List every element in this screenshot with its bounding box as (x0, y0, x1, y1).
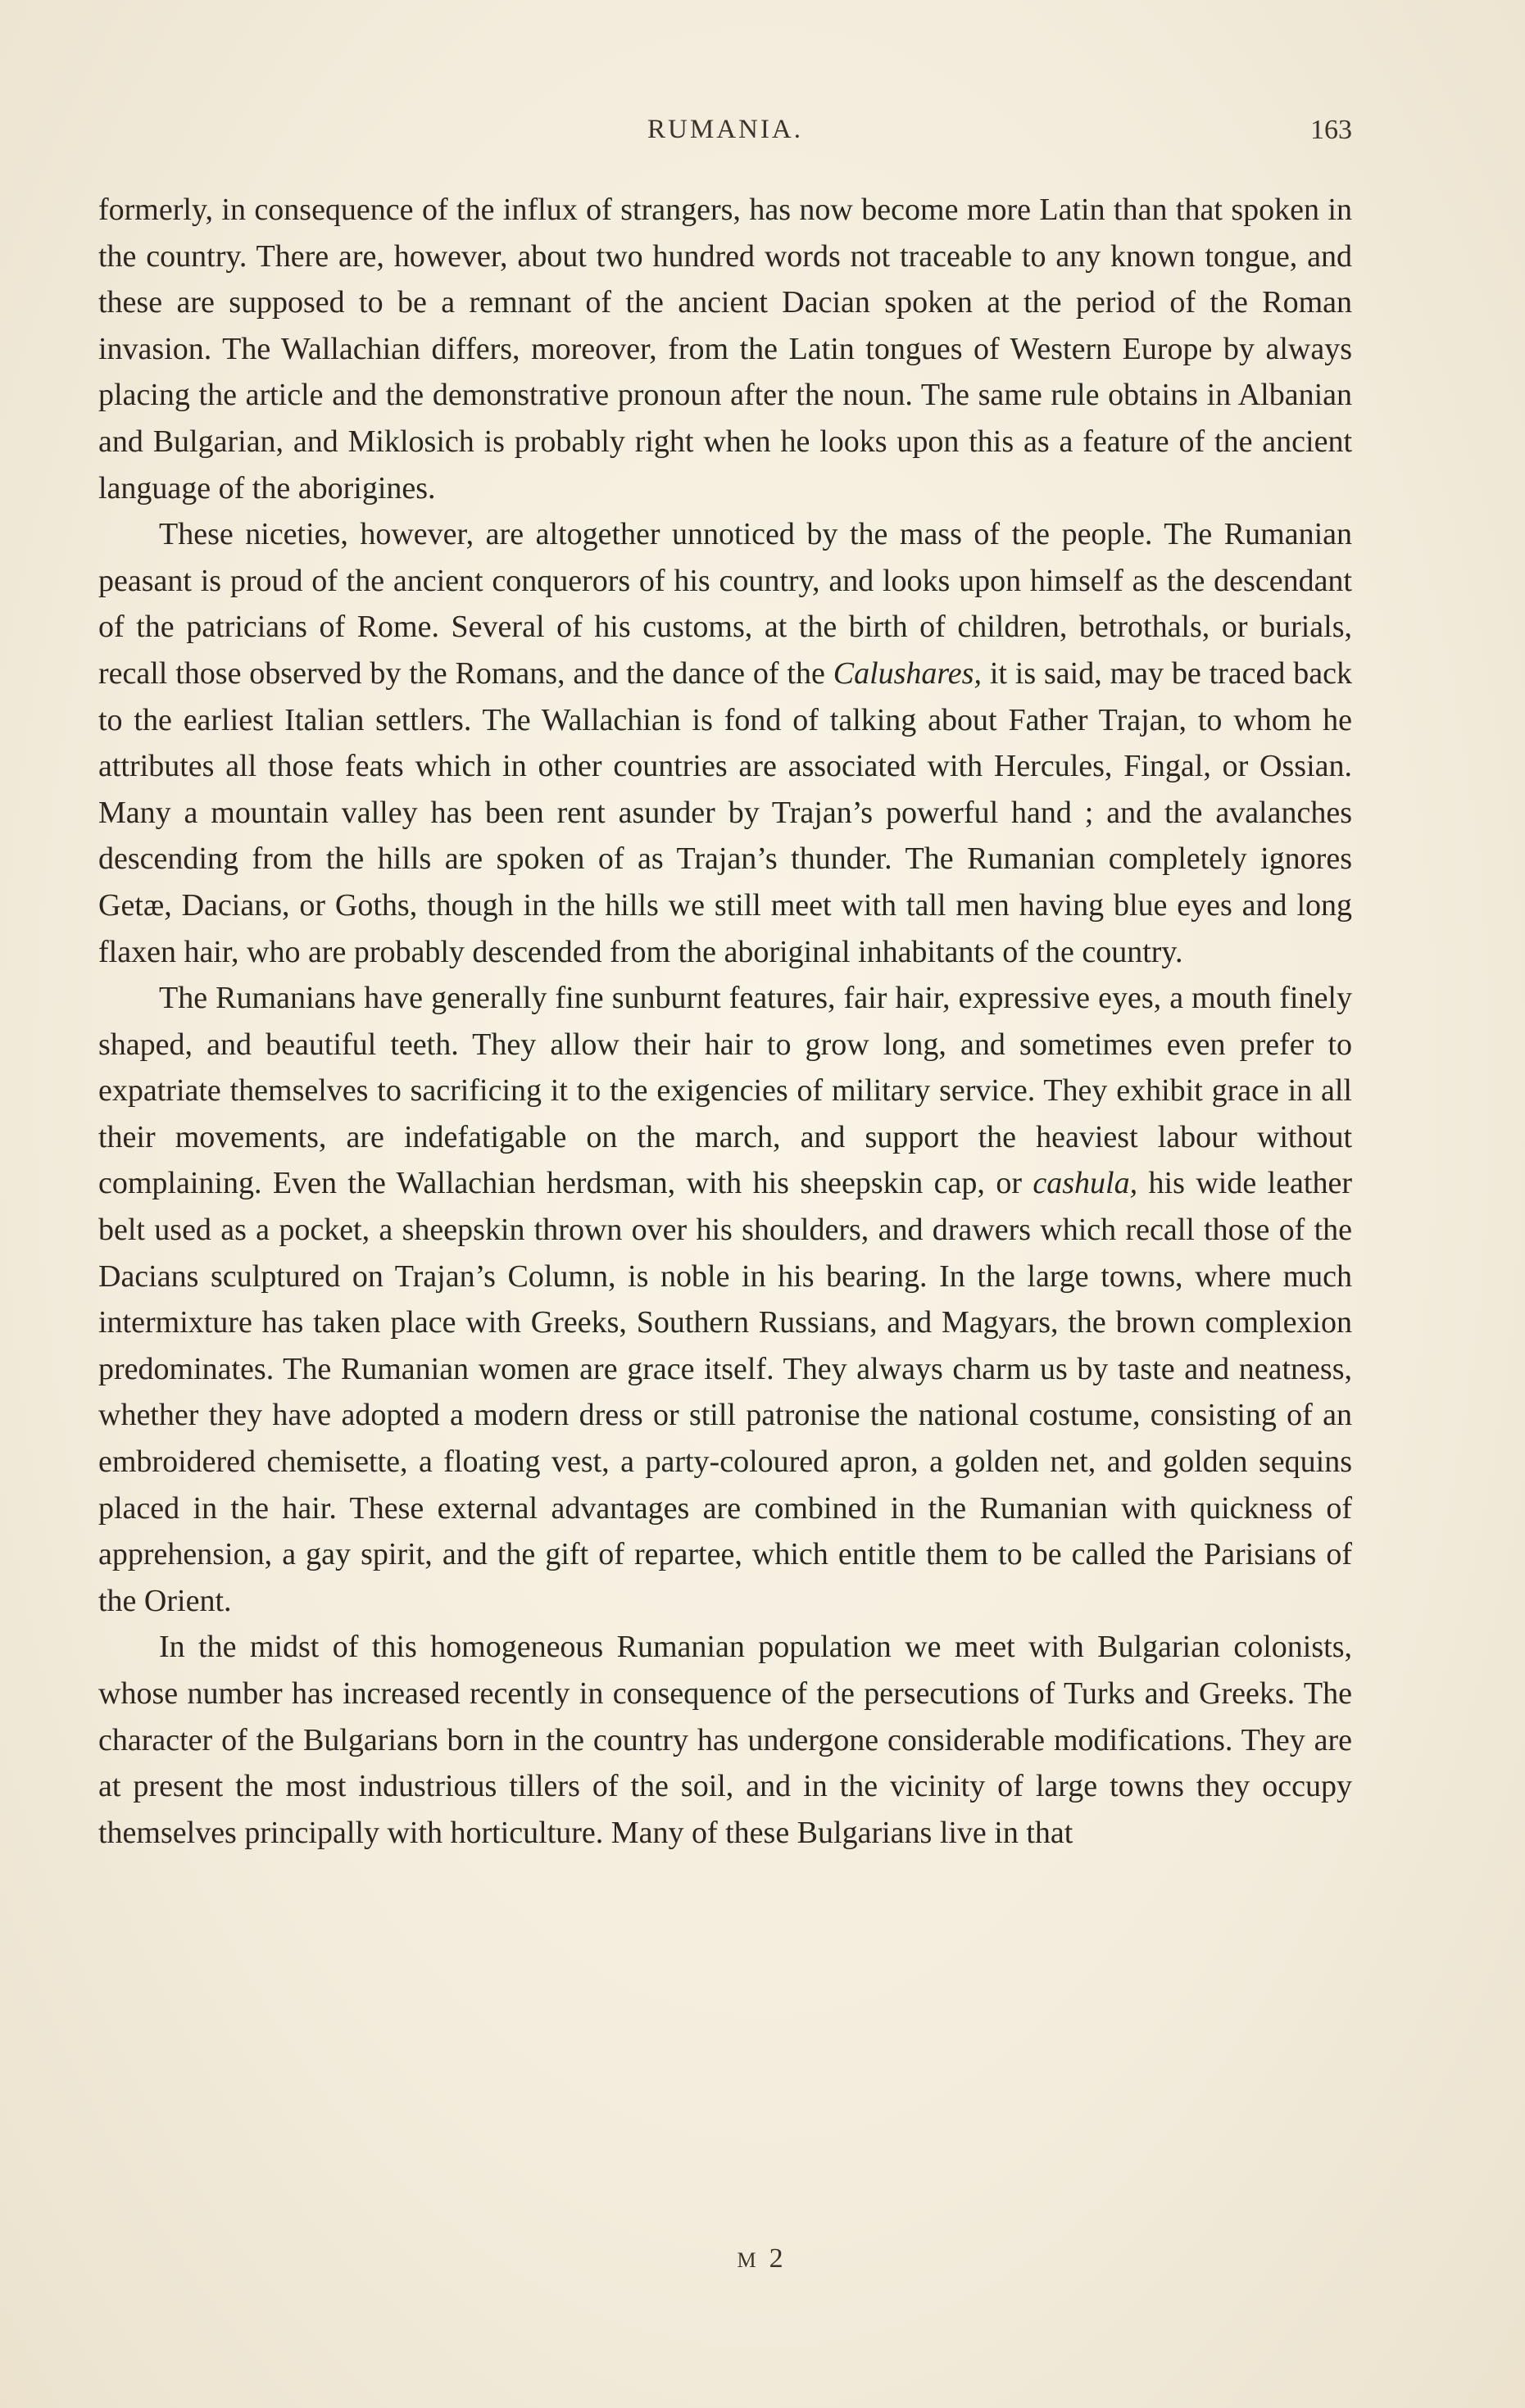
body-text (98, 187, 1352, 1856)
paragraph (98, 511, 1352, 975)
text-run: it is said, may be traced back to the earliest Italian settlers. The Wallachian is fond of talking about Father Trajan, to whom he attributes all those feats which in other countries are associated with Hercules, Fingal, or Ossian. Many a mountain valley has been rent asunder by Trajan’s powerful hand ; and the avalanches descending from the hills are spoken of as Trajan’s thunder. The Rumanian completely ignores Getæ, Dacians, or Goths, though in the hills we still meet with tall men having blue eyes and long flaxen hair, who are probably descended from the aboriginal inhabitants of the country. (98, 655, 1353, 969)
signature-number: 2 (769, 2243, 788, 2274)
signature-mark (0, 2243, 1525, 2274)
text-run: In the midst of this homogeneous Rumanian population we meet with Bulgarian colonists, whose number has increased recently in consequence of the persecutions of Turks and Greeks. The character of the Bulgarians born in the country has undergone considerable modifications. They are at present the most industrious tillers of the soil, and in the vicinity of large towns they occupy themselves principally with horticulture. Many of these Bulgarians live in that (98, 1630, 1352, 1850)
signature-letter: M (737, 2248, 758, 2272)
italic-term: Calushares, (833, 655, 982, 691)
text-run: These niceties, however, are altogether unnoticed by the mass of the people. The Rumanian peasant is proud of the ancient conquerors of his country, and looks upon himself as the descendant of the patricians of Rome. Several of his customs, at the birth of children, betrothals, or burials, recall those observed by the Romans, and the dance of the (98, 517, 1352, 691)
paragraph (98, 187, 1352, 511)
page-number: 163 (1310, 115, 1352, 145)
text-run: formerly, in consequence of the influx of strangers, has now become more Latin than that spoken in the country. There are, however, about two hundred words not traceable to any known tongue, and these are supposed to be a remnant of the ancient Dacian spoken at the period of the Roman invasion. The Wallachian differs, moreover, from the Latin tongues of Western Europe by always placing the article and the demonstrative pronoun after the noun. The same rule obtains in Albanian and Bulgarian, and Miklosich is probably right when he looks upon this as a feature of the ancient language of the aborigines. (98, 193, 1352, 506)
text-run: his wide leather belt used as a pocket, a sheepskin thrown over his shoulders, and drawers which recall those of the Dacians sculptured on Trajan’s Column, is noble in his bearing. In the large towns, where much intermixture has taken place with Greeks, Southern Russians, and Magyars, the brown complexion predominates. The Rumanian women are grace itself. They always charm us by taste and neatness, whether they have adopted a modern dress or still patronise the national costume, consisting of an embroidered chemisette, a floating vest, a party-coloured apron, a golden net, and golden sequins placed in the hair. These external advantages are combined in the Rumanian with quickness of apprehension, a gay spirit, and the gift of repartee, which entitle them to be called the Parisians of the Orient. (98, 1166, 1352, 1618)
paragraph (98, 975, 1352, 1624)
running-title: RUMANIA. (647, 115, 803, 144)
text-run: The Rumanians have generally fine sunburnt features, fair hair, expressive eyes, a mouth finely shaped, and beautiful teeth. They allow their hair to grow long, and sometimes even prefer to expatriate themselves to sacrificing it to the exigencies of military service. They exhibit grace in all their movements, are indefatigable on the march, and support the heaviest labour without complaining. Even the Wallachian herdsman, with his sheepskin cap, or (98, 981, 1352, 1201)
italic-term: cashula, (1033, 1166, 1138, 1201)
paragraph (98, 1624, 1352, 1856)
running-head (98, 115, 1352, 156)
